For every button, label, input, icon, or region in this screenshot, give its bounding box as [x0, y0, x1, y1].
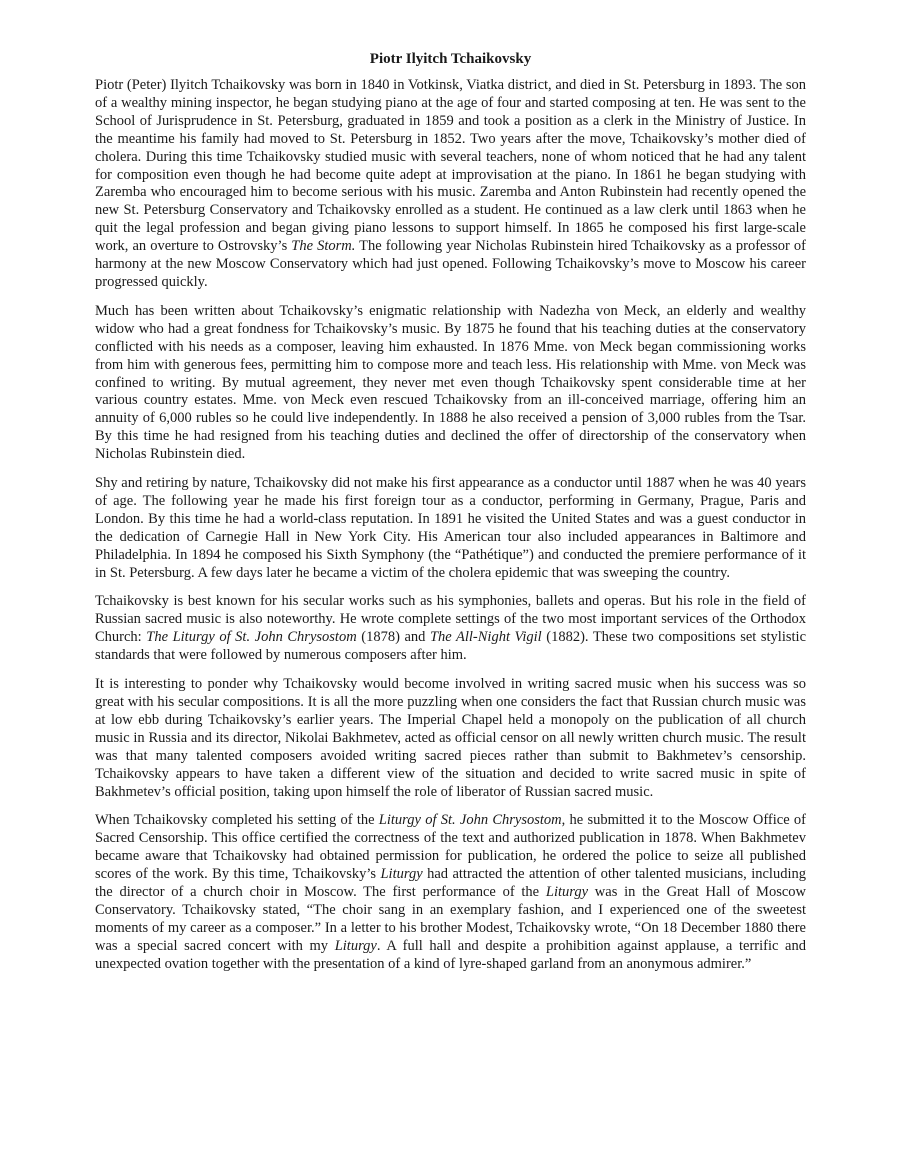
body-paragraph: [95, 593, 806, 665]
italic-title-text: The All-Night Vigil: [429, 629, 542, 646]
paragraph-text: was in the Great Hall of Moscow Conservatory. Tchaikovsky stated, “The choir sang in an exemplary fashion, and I experienced one of the sweetest moments of my career as a composer.” In a letter to his brother Modest, Tchaikovsky wrote, “On 18 December 1880 there was a special sacred concert with my: [95, 884, 807, 954]
italic-title-text: Liturgy: [545, 884, 589, 901]
body-paragraph: [95, 676, 806, 801]
italic-title-text: The Storm.: [291, 238, 356, 255]
paragraph-text: The following year Nicholas Rubinstein hired Tchaikovsky as a professor of harmony at the new Moscow Conservatory which had just opened. Following Tchaikovsky’s move to Moscow his career progressed quickly.: [95, 238, 806, 290]
document-body: [95, 77, 806, 974]
paragraph-text: Tchaikovsky is best known for his secular works such as his symphonies, ballets and operas. But his role in the field of Russian sacred music is also noteworthy. He wrote complete settings of the two most important services of the Orthodox Church:: [95, 593, 806, 646]
paragraph-text: Piotr (Peter) Ilyitch Tchaikovsky was born in 1840 in Votkinsk, Viatka district, and died in St. Petersburg in 1893. The son of a wealthy mining inspector, he began studying piano at the age of four and started composing at ten. He was sent to the School of Jurisprudence in St. Petersburg, graduated in 1859 and took a position as a clerk in the Ministry of Justice. In the meantime his family had moved to St. Petersburg in 1852. Two years after the move, Tchaikovsky’s mother died of cholera. During this time Tchaikovsky studied music with several teachers, none of whom noticed that he had any talent for composition even though he had become quite adept at improvisation at the piano. In 1861 he began studying with Zaremba who encouraged him to become serious with his music. Zaremba and Anton Rubinstein had recently opened the new St. Petersburg Conservatory and Tchaikovsky enrolled as a student. He continued as a law clerk until 1863 when he quit the legal profession and began giving piano lessons to support himself. In 1865 he composed his first large-scale work, an overture to Ostrovsky’s: [95, 77, 806, 255]
body-paragraph: [95, 77, 806, 292]
paragraph-text: (1882). These two compositions set stylistic standards that were followed by numerous composers after him.: [95, 629, 807, 664]
italic-title-text: Liturgy of St. John Chrysostom: [378, 812, 562, 829]
italic-title-text: The Liturgy of St. John Chrysostom: [146, 629, 357, 646]
paragraph-text: Shy and retiring by nature, Tchaikovsky did not make his first appearance as a conductor until 1887 when he was 40 years of age. The following year he made his first foreign tour as a conductor, performing in Germany, Prague, Paris and London. By this time he had a world-class reputation. In 1891 he visited the United States and was a guest conductor in the dedication of Carnegie Hall in New York City. His American tour also included appearances in Baltimore and Philadelphia. In 1894 he composed his Sixth Symphony (the “Pathétique”) and conducted the premiere performance of it in St. Petersburg. A few days later he became a victim of the cholera epidemic that was sweeping the country.: [95, 475, 806, 581]
paragraph-text: Much has been written about Tchaikovsky’s enigmatic relationship with Nadezha von Meck, an elderly and wealthy widow who had a great fondness for Tchaikovsky’s music. By 1875 he found that his teaching duties at the conservatory conflicted with his needs as a composer, leaving him exhausted. In 1876 Mme. von Meck began commissioning works from him with generous fees, permitting him to compose more and teach less. His relationship with Mme. von Meck was confined to writing. By mutual agreement, they never met even though Tchaikovsky spent considerable time at her various country estates. Mme. von Meck even rescued Tchaikovsky from an ill-conceived marriage, offering him an annuity of 6,000 rubles so he could live independently. In 1888 he also received a pension of 3,000 rubles from the Tsar. By this time he had resigned from his teaching duties and declined the offer of directorship of the conservatory when Nicholas Rubinstein died.: [95, 302, 806, 463]
paragraph-text: . A full hall and despite a prohibition against applause, a terrific and unexpected ovation together with the presentation of a kind of lyre-shaped garland from an anonymous admirer.”: [95, 937, 806, 972]
body-paragraph: [95, 475, 806, 582]
paragraph-text: It is interesting to ponder why Tchaikovsky would become involved in writing sacred music when his success was so great with his secular compositions. It is all the more puzzling when one considers the fact that Russian church music was at low ebb during Tchaikovsky’s earlier years. The Imperial Chapel held a monopoly on the publication of all church music in Russia and its director, Nikolai Bakhmetev, acted as official censor on all newly written church music. The result was that many talented composers avoided writing sacred pieces rather than submit to Bakhmetev’s censorship. Tchaikovsky appears to have taken a different view of the situation and decided to write sacred music in spite of Bakhmetev’s official position, taking upon himself the role of liberator of Russian sacred music.: [95, 676, 806, 800]
body-paragraph: [95, 812, 806, 973]
italic-title-text: Liturgy: [380, 866, 423, 883]
paragraph-text: , he submitted it to the Moscow Office of Sacred Censorship. This office certified the correctness of the text and authorized publication in 1878. When Bakhmetev became aware that Tchaikovsky had obtained permission for publication, he ordered the police to seize all published scores of the work. By this time, Tchaikovsky’s: [95, 812, 806, 883]
italic-title-text: Liturgy: [334, 937, 377, 954]
document-title: Piotr Ilyitch Tchaikovsky: [369, 51, 532, 67]
paragraph-text: had attracted the attention of other talented musicians, including the director of a church choir in Moscow. The first performance of the: [95, 866, 806, 901]
document-page: [95, 50, 806, 985]
paragraph-text: When Tchaikovsky completed his setting of the: [95, 812, 379, 829]
body-paragraph: [95, 303, 806, 464]
paragraph-text: (1878) and: [356, 629, 430, 646]
